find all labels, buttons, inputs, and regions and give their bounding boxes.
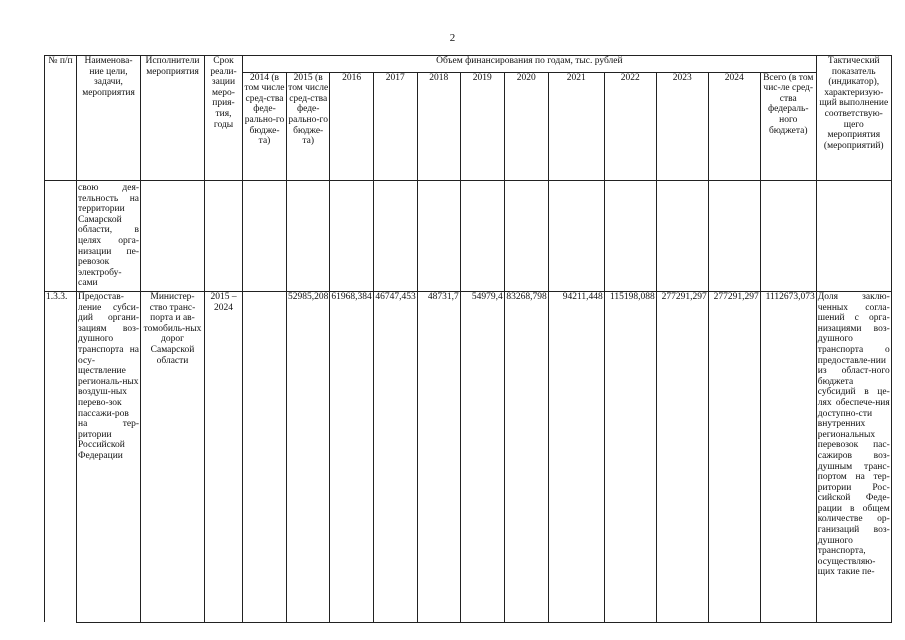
header-year-2016: 2016 xyxy=(330,72,373,180)
header-year-2015: 2015 (в том числе сред-ства феде-рально-го бюдже-та) xyxy=(287,72,330,180)
row-name: Предостав-ление субси-дий органи-зациям воз-душного транспорта на осу-ществление региональ-ных воздуш-ных перево-зок пассажи-ров на тер-ритории Российской Федерации xyxy=(77,292,141,623)
funding-table xyxy=(44,55,892,623)
header-funding-title: Объем финансирования по годам, тыс. рублей xyxy=(243,56,817,73)
row-value-2017: 46747,453 xyxy=(373,292,417,623)
page-number: 2 xyxy=(449,32,456,44)
header-year-2024: 2024 xyxy=(708,72,760,180)
row-value-2022: 115198,088 xyxy=(604,292,656,623)
row-value-2019: 54979,4 xyxy=(460,292,504,623)
row-value-2020: 83268,798 xyxy=(504,292,548,623)
row-value-2021: 94211,448 xyxy=(548,292,604,623)
header-year-2021: 2021 xyxy=(548,72,604,180)
header-year-2020: 2020 xyxy=(504,72,548,180)
row-value-2024: 277291,297 xyxy=(708,292,760,623)
row-value-2023: 277291,297 xyxy=(656,292,708,623)
header-num: № п/п xyxy=(45,56,77,181)
header-indicator: Тактический показатель (индикатор), характеризую-щий выполнение соответствую-щего мероприятия (мероприятий) xyxy=(816,56,891,181)
header-year-2023: 2023 xyxy=(656,72,708,180)
continuation-text: свою дея-тельность на территории Самарской области, в целях орга-низации пе-ревозок электробу-сами xyxy=(77,181,141,292)
row-term: 2015 – 2024 xyxy=(205,292,243,623)
header-term: Срок реали-зации меро-прия-тия, годы xyxy=(205,56,243,181)
row-total: 1112673,073 xyxy=(760,292,816,623)
row-indicator: Доля заклю-ченных согла-шений с орга-низациями воз-душного транспорта о предоставле-нии из област-ного бюджета субсидий в це-лях обеспече-ния доступно-сти внутренних региональных перевозок пас-сажиров воз-душным транс-портом на тер-ритории Рос-сийской Феде-рации в общем количестве ор-ганизаций воз-душного транспорта, осуществляю-щих такие пе- xyxy=(816,292,891,623)
table-row xyxy=(45,292,892,623)
header-year-2017: 2017 xyxy=(373,72,417,180)
header-row-1 xyxy=(45,56,892,73)
header-year-2014: 2014 (в том числе сред-ства феде-рально-го бюдже-та) xyxy=(243,72,287,180)
row-value-2015: 52985,208 xyxy=(287,292,330,623)
row-num: 1.3.3. xyxy=(45,292,77,623)
row-value-2014 xyxy=(243,292,287,623)
header-total: Всего (в том чис-ле сред-ства федераль-ного бюджета) xyxy=(760,72,816,180)
row-value-2018: 48731,7 xyxy=(417,292,460,623)
continuation-row xyxy=(45,181,892,292)
header-year-2022: 2022 xyxy=(604,72,656,180)
row-value-2016: 61968,384 xyxy=(330,292,373,623)
header-name: Наименова-ние цели, задачи, мероприятия xyxy=(77,56,141,181)
row-executor: Министер-ство транс-порта и ав-томобиль-ных дорог Самарской области xyxy=(141,292,205,623)
header-year-2018: 2018 xyxy=(417,72,460,180)
header-executors: Исполнители мероприятия xyxy=(141,56,205,181)
header-year-2019: 2019 xyxy=(460,72,504,180)
